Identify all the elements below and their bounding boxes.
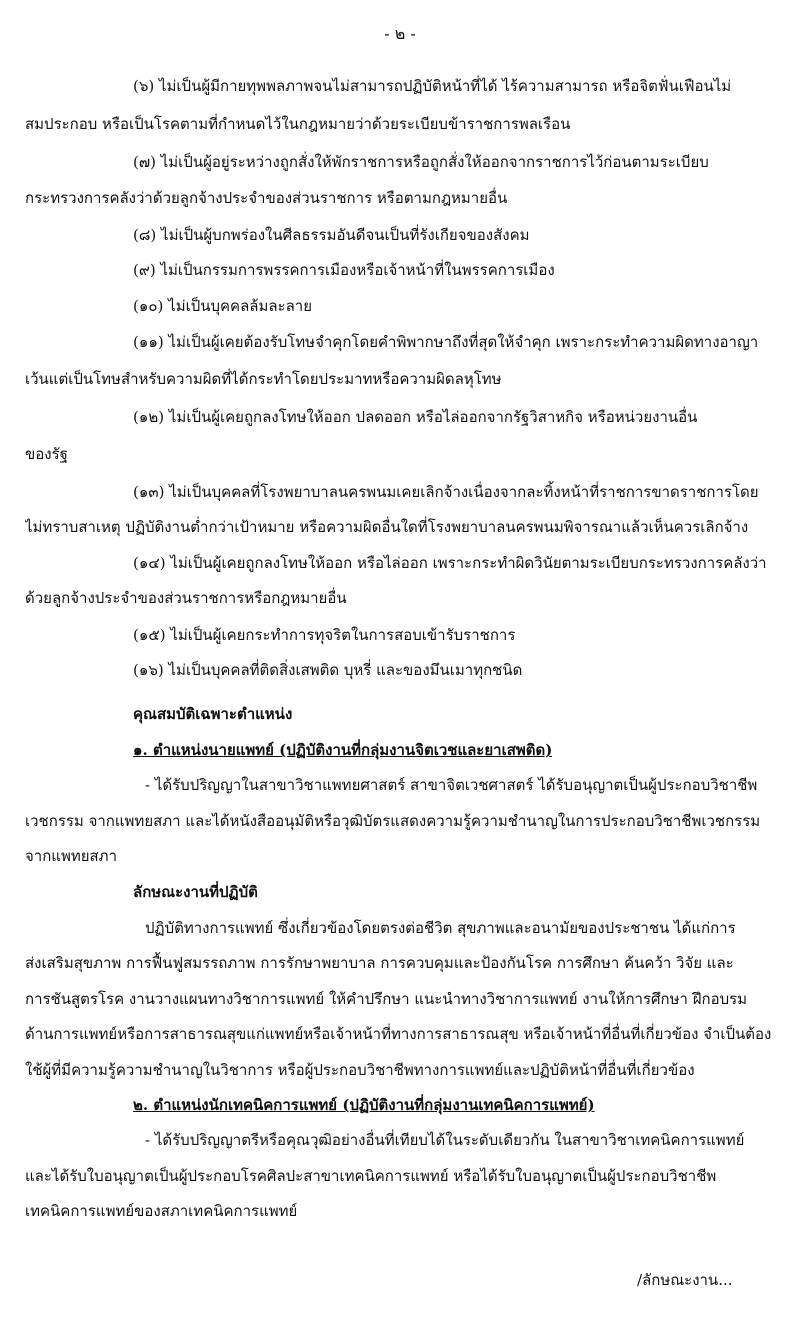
qualification-item-10: (๑๐) ไม่เป็นบุคคลล้มละลาย [133, 297, 312, 315]
section-heading-specific-qualifications: คุณสมบัติเฉพาะตำแหน่ง [133, 705, 293, 723]
qualification-item-8: (๘) ไม่เป็นผู้บกพร่องในศีลธรรมอันดีจนเป็นที่รังเกียจของสังคม [133, 226, 530, 244]
qualification-item-11-cont: เว้นแต่เป็นโทษสำหรับความผิดที่ได้กระทำโดยประมาทหรือความผิดลหุโทษ [25, 370, 502, 388]
page-number: - ๒ - [384, 24, 416, 43]
job-description-line-4: ด้านการแพทย์หรือการสาธารณสุขแก่แพทย์หรือเจ้าหน้าที่ทางการสาธารณสุข หรือเจ้าหน้าที่อื่นที่เกี่ยวข้อง จำเป็นต้อง [25, 1025, 772, 1043]
medtech-requirement: - ได้รับปริญญาตรีหรือคุณวุฒิอย่างอื่นที่เทียบได้ในระดับเดียวกัน ในสาขาวิชาเทคนิคการแพทย์ [145, 1131, 745, 1149]
continuation-marker: /ลักษณะงาน... [637, 1271, 733, 1289]
qualification-item-9: (๙) ไม่เป็นกรรมการพรรคการเมืองหรือเจ้าหน้าที่ในพรรคการเมือง [133, 261, 555, 279]
qualification-item-13: (๑๓) ไม่เป็นบุคคลที่โรงพยาบาลนครพนมเคยเลิกจ้างเนื่องจากละทิ้งหน้าที่ราชการขาดราชการโดย [133, 483, 759, 501]
physician-requirement: - ได้รับปริญญาในสาขาวิชาแพทยศาสตร์ สาขาจิตเวชศาสตร์ ได้รับอนุญาตเป็นผู้ประกอบวิชาชีพ [145, 776, 758, 794]
job-description-line-2: ส่งเสริมสุขภาพ การฟื้นฟูสมรรถภาพ การรักษาพยาบาล การควบคุมและป้องกันโรค การศึกษา ค้นคว้า วิจัย และ [25, 954, 734, 972]
medtech-requirement-cont-2: เทคนิคการแพทย์ของสภาเทคนิคการแพทย์ [25, 1202, 298, 1220]
qualification-item-11: (๑๑) ไม่เป็นผู้เคยต้องรับโทษจำคุกโดยคำพิพากษาถึงที่สุดให้จำคุก เพราะกระทำความผิดทางอาญา [133, 333, 759, 351]
job-description-line-5: ใช้ผู้ที่มีความรู้ความชำนาญในวิชาการ หรือผู้ประกอบวิชาชีพทางการแพทย์และปฏิบัติหน้าที่อื่นที่เกี่ยวข้อง [25, 1061, 695, 1079]
position-heading-medical-technologist [133, 1093, 595, 1117]
qualification-item-16: (๑๖) ไม่เป็นบุคคลที่ติดสิ่งเสพติด บุหรี่ และของมึนเมาทุกชนิด [133, 661, 523, 679]
qualification-item-12-cont: ของรัฐ [25, 445, 68, 463]
medtech-requirement-cont-1: และได้รับใบอนุญาตเป็นผู้ประกอบโรคศิลปะสาขาเทคนิคการแพทย์ หรือได้รับใบอนุญาตเป็นผู้ประกอบวิชาชีพ [25, 1167, 717, 1185]
qualification-item-6: (๖) ไม่เป็นผู้มีกายทุพพลภาพจนไม่สามารถปฏิบัติหน้าที่ได้ ไร้ความสามารถ หรือจิตฟั่นเฟือนไม่ [133, 77, 732, 95]
section-heading-job-description: ลักษณะงานที่ปฏิบัติ [133, 883, 258, 901]
position-heading-medical-technologist-text: ๒. ตำแหน่งนักเทคนิคการแพทย์ (ปฏิบัติงานที่กลุ่มงานเทคนิคการแพทย์) [133, 1096, 595, 1114]
job-description-line-1: ปฏิบัติทางการแพทย์ ซึ่งเกี่ยวข้องโดยตรงต่อชีวิต สุขภาพและอนามัยของประชาชน ได้แก่การ [145, 919, 736, 937]
job-description-line-3: การชันสูตรโรค งานวางแผนทางวิชาการแพทย์ ให้คำปรึกษา แนะนำทางวิชาการแพทย์ งานให้การศึกษา ฝึกอบรม [25, 990, 748, 1008]
qualification-item-7-cont: กระทรวงการคลังว่าด้วยลูกจ้างประจำของส่วนราชการ หรือตามกฎหมายอื่น [25, 189, 508, 207]
qualification-item-14: (๑๔) ไม่เป็นผู้เคยถูกลงโทษให้ออก หรือไล่ออก เพราะกระทำผิดวินัยตามระเบียบกระทรวงการคลังว่า [133, 554, 767, 572]
position-heading-physician-text: ๑. ตำแหน่งนายแพทย์ (ปฏิบัติงานที่กลุ่มงานจิตเวชและยาเสพติด) [133, 741, 553, 759]
qualification-item-12: (๑๒) ไม่เป็นผู้เคยถูกลงโทษให้ออก ปลดออก หรือไล่ออกจากรัฐวิสาหกิจ หรือหน่วยงานอื่น [133, 408, 698, 426]
qualification-item-14-cont: ด้วยลูกจ้างประจำของส่วนราชการหรือกฎหมายอื่น [25, 589, 347, 607]
qualification-item-13-cont: ไม่ทราบสาเหตุ ปฏิบัติงานต่ำกว่าเป้าหมาย หรือความผิดอื่นใดที่โรงพยาบาลนครพนมพิจารณาแล้วเห็นควรเลิกจ้าง [25, 518, 749, 536]
position-heading-physician [133, 738, 552, 762]
physician-requirement-cont-2: จากแพทยสภา [25, 847, 117, 865]
qualification-item-15: (๑๕) ไม่เป็นผู้เคยกระทำการทุจริตในการสอบเข้ารับราชการ [133, 626, 516, 644]
qualification-item-6-cont: สมประกอบ หรือเป็นโรคตามที่กำหนดไว้ในกฎหมายว่าด้วยระเบียบข้าราชการพลเรือน [25, 115, 571, 133]
physician-requirement-cont-1: เวชกรรม จากแพทยสภา และได้หนังสืออนุมัติหรือวุฒิบัตรแสดงความรู้ความชำนาญในการประกอบวิชาชีพเวชกรรม [25, 812, 761, 830]
qualification-item-7: (๗) ไม่เป็นผู้อยู่ระหว่างถูกสั่งให้พักราชการหรือถูกสั่งให้ออกจากราชการไว้ก่อนตามระเบียบ [133, 153, 709, 171]
